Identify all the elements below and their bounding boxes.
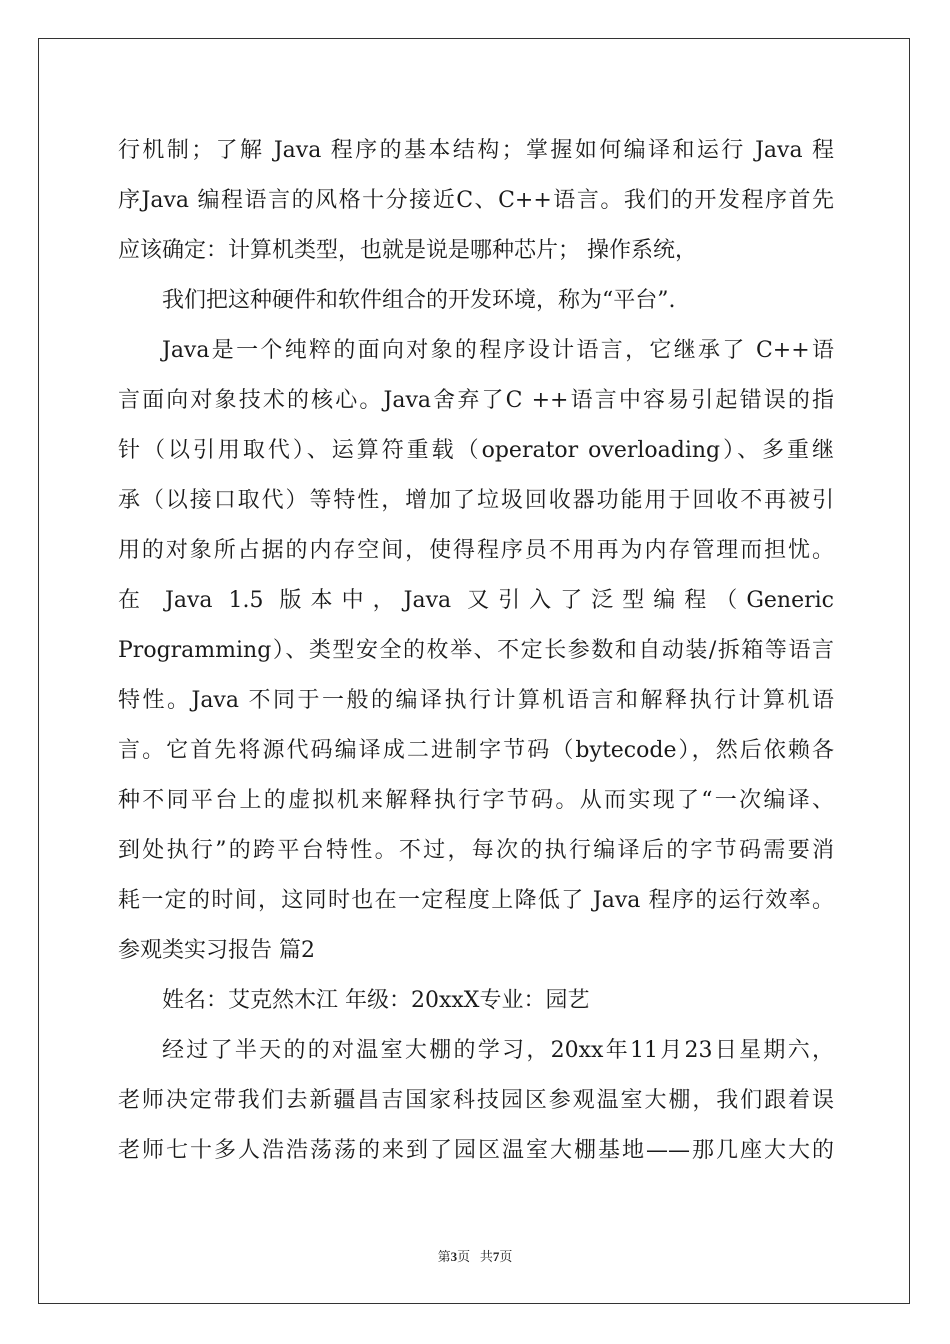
text-line: 言。它首先将源代码编译成二进制字节码（bytecode），然后依赖各: [118, 738, 834, 763]
page-footer: [0, 1246, 950, 1265]
text-line: 种不同平台上的虚拟机来解释执行字节码。从而实现了“一次编译、: [118, 788, 834, 813]
current-page-number: 3: [450, 1249, 458, 1264]
text-line: 耗一定的时间，这同时也在一定程度上降低了 Java 程序的运行效率。: [118, 888, 834, 913]
text-line: 行机制；了解 Java 程序的基本结构；掌握如何编译和运行 Java 程: [118, 138, 834, 163]
text-line: 老师七十多人浩浩荡荡的来到了园区温室大棚基地——那几座大大的: [118, 1138, 834, 1163]
footer-prefix: 第: [437, 1249, 451, 1264]
text-line: 承（以接口取代）等特性，增加了垃圾回收器功能用于回收不再被引: [118, 488, 834, 513]
text-line: 我们把这种硬件和软件组合的开发环境，称为“平台”.: [162, 288, 676, 313]
text-line: 特性。Java 不同于一般的编译执行计算机语言和解释执行计算机语: [118, 688, 834, 713]
text-line: 应该确定：计算机类型，也就是说是哪种芯片； 操作系统，: [118, 238, 697, 263]
text-line: Programming）、类型安全的枚举、不定长参数和自动装/拆箱等语言: [118, 638, 834, 663]
text-line: 言面向对象技术的核心。Java舍弃了C ++语言中容易引起错误的指: [118, 388, 834, 413]
footer-suffix: 页: [499, 1249, 513, 1264]
text-line: 经过了半天的的对温室大棚的学习，20xx年11月23日星期六，: [162, 1038, 834, 1063]
document-body: [118, 126, 834, 1176]
text-line: 序Java 编程语言的风格十分接近C、C++语言。我们的开发程序首先: [118, 188, 834, 213]
footer-middle: 页 共: [457, 1249, 493, 1264]
text-line: 在 Java 1.5 版本中，Java 又引入了泛型编程（Generic: [118, 588, 834, 613]
section-heading: 参观类实习报告 篇2: [118, 938, 315, 963]
text-line: Java是一个纯粹的面向对象的程序设计语言，它继承了 C++语: [162, 338, 834, 363]
text-line: 针（以引用取代）、运算符重载（operator overloading）、多重继: [118, 438, 834, 463]
text-line: 老师决定带我们去新疆昌吉国家科技园区参观温室大棚，我们跟着误: [118, 1088, 834, 1113]
total-page-count: 7: [492, 1249, 500, 1264]
text-line: 用的对象所占据的内存空间，使得程序员不用再为内存管理而担忧。: [118, 538, 834, 563]
text-line: 姓名：艾克然木江 年级：20xxX专业：园艺: [162, 988, 590, 1013]
text-line: 到处执行”的跨平台特性。不过，每次的执行编译后的字节码需要消: [118, 838, 834, 863]
